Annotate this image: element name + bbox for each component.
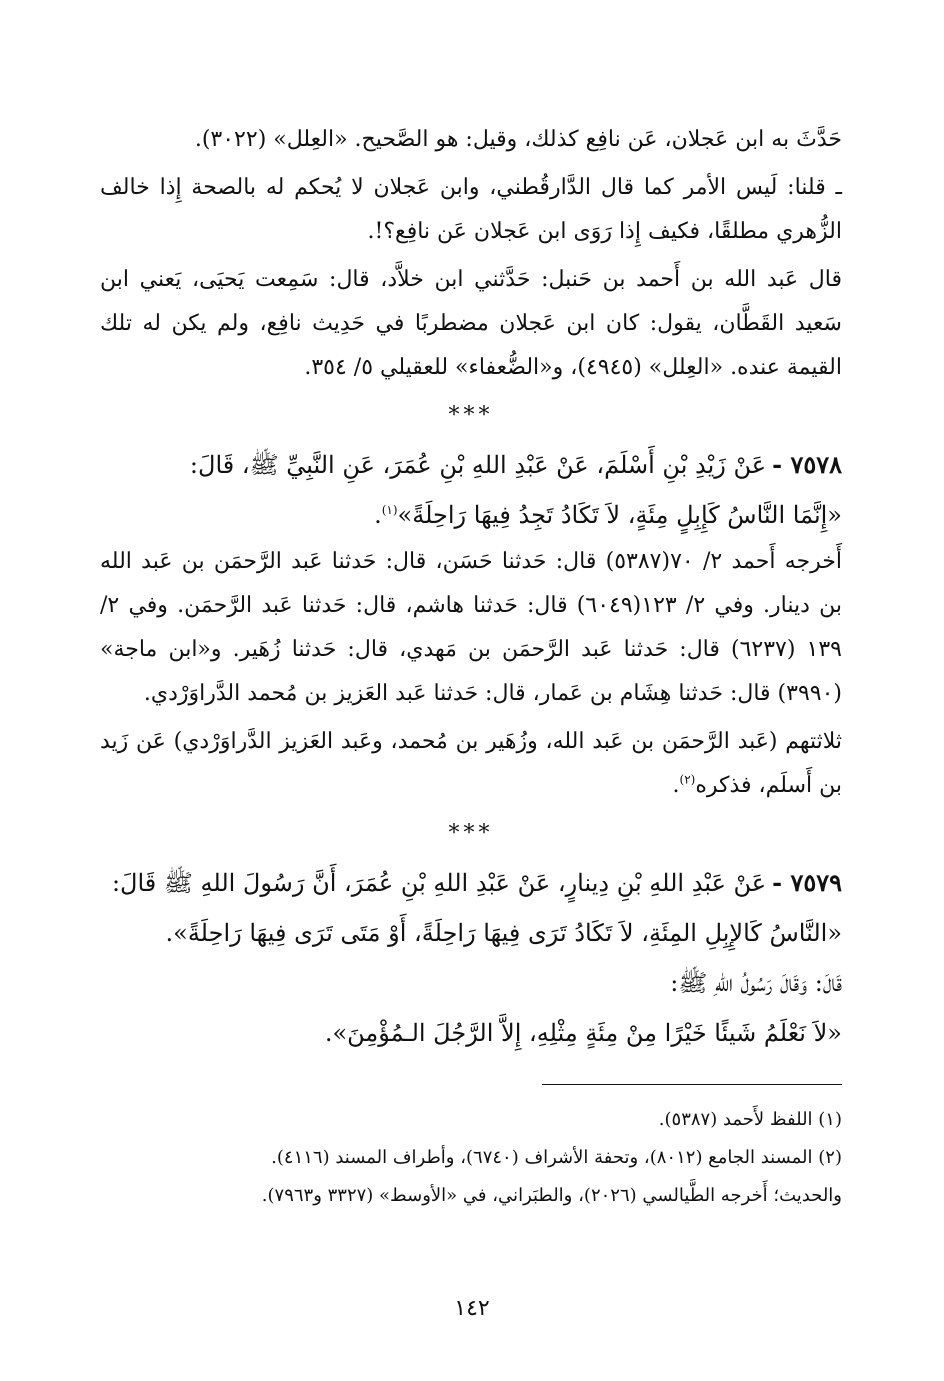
hadith-7579-matn-2: «لاَ نَعْلَمُ شَيئًا خَيْرًا مِنْ مِئَةٍ مِثْلِهِ، إِلاَّ الرَّجُلَ الـمُؤْمِنَ». xyxy=(324,1019,842,1047)
hadith-number: ٧٥٧٨ - xyxy=(772,450,842,479)
hadith-7579-matn-1: «النَّاسُ كَالإِبِلِ المِئَةِ، لاَ تَكَادُ تَرَى فِيهَا رَاحِلَةً، أَوْ مَتَى تَرَى فِيهَا رَاحِلَةً». xyxy=(165,919,842,947)
hadith-number: ٧٥٧٩ - xyxy=(772,868,842,897)
footnote-1: (١) اللفظ لأَحمد (٥٣٨٧). xyxy=(658,1109,842,1130)
section-separator-1: *** xyxy=(448,403,494,428)
footnote-2-continued: والحديث؛ أَخرجه الطَّيالسي (٢٠٢٦)، والطبَراني، في «الأوسط» (٣٣٢٧ و٧٩٦٣). xyxy=(261,1185,842,1206)
takhrij-text: ثلاثتهم (عَبد الرَّحمَن بن عَبد الله، وزُهَير بن مُحمد، وعَبد العَزيز الدَّراوَرْدي) عَن زَيد بن أَسلَم، فذكره xyxy=(100,729,843,798)
hadith-isnad-text: عَنْ زَيْدِ بْنِ أَسْلَمَ، عَنْ عَبْدِ اللهِ بْنِ عُمَرَ، عَنِ النَّبِيِّ ﷺ، قَالَ: xyxy=(189,451,767,479)
hadith-7578-isnad xyxy=(100,440,842,490)
section-separator-2: *** xyxy=(448,821,494,846)
hadith-isnad-text: عَنْ عَبْدِ اللهِ بْنِ دِينارٍ، عَنْ عَبْدِ اللهِ بْنِ عُمَرَ، أَنَّ رَسُولَ اللهِ ﷺ قَالَ: xyxy=(111,869,767,897)
book-page xyxy=(100,118,842,1358)
hadith-7579-said: قَالَ: وَقَالَ رَسُولُ اللهِ ﷺ: xyxy=(670,969,842,997)
footnote-divider xyxy=(542,1084,842,1085)
hadith-matn-text: «إِنَّمَا النَّاسُ كَإِبِلٍ مِئَةٍ، لاَ تَكَادُ تَجِدُ فِيهَا رَاحِلَةً» xyxy=(397,501,842,529)
page-number: ١٤٢ xyxy=(454,1296,490,1321)
takhrij-paragraph-2: ثلاثتهم (عَبد الرَّحمَن بن عَبد الله، وزُهَير بن مُحمد، وعَبد العَزيز الدَّراوَرْدي) عَن زَيد بن أَسلَم، فذكره$^{(٢)}$. xyxy=(100,729,843,798)
commentary-paragraph-3: قال عَبد الله بن أَحمد بن حَنبل: حَدَّثني ابن خلاَّد، قال: سَمِعت يَحيَى، يَعني ابن سَعيد القَطَّان، يقول: كان ابن عَجلان مضطربًا في حَدِيث نافِع، ولم يكن له تلك القيمة عنده. «العِلل» (٤٩٤٥)، و«الضُّعفاء» للعقيلي ٥/ ٣٥٤. xyxy=(100,267,842,380)
commentary-paragraph-2: ـ قلنا: لَيس الأمر كما قال الدَّارقُطني، وابن عَجلان لا يُحكم له بالصحة إِذا خالف الزُّهري مطلقًا، فكيف إِذا رَوَى ابن عَجلان عَن نافِع؟!. xyxy=(100,175,842,244)
takhrij-paragraph-1: أَخرجه أَحمد ٢/ ٧٠(٥٣٨٧) قال: حَدثنا حَسَن، قال: حَدثنا عَبد الرَّحمَن بن عَبد الله بن دينار. وفي ٢/ ١٢٣(٦٠٤٩) قال: حَدثنا هاشم، قال: حَدثنا عَبد الرَّحمَن. وفي ٢/ ١٣٩ (٦٢٣٧) قال: حَدثنا عَبد الرَّحمَن بن مَهدي، قال: حَدثنا زُهَير. و«ابن ماجة» (٣٩٩٠) قال: حَدثنا هِشَام بن عَمار، قال: حَدثنا عَبد العَزيز بن مُحمد الدَّراوَرْدي. xyxy=(100,549,843,706)
footnote-ref: (١) xyxy=(381,503,398,517)
footnote-2: (٢) المسند الجامع (٨٠١٢)، وتحفة الأشراف (٦٧٤٠)، وأطراف المسند (٤١١٦). xyxy=(271,1147,842,1168)
commentary-paragraph-1: حَدَّثَ به ابن عَجلان، عَن نافِع كذلك، وقيل: هو الصَّحيح. «العِلل» (٣٠٢٢). xyxy=(194,127,842,152)
hadith-7579-isnad xyxy=(100,858,842,908)
hadith-7578-matn: «إِنَّمَا النَّاسُ كَإِبِلٍ مِئَةٍ، لاَ تَكَادُ تَجِدُ فِيهَا رَاحِلَةً»$^{(١)}$. xyxy=(374,501,842,529)
footnote-ref: (٢) xyxy=(679,772,696,787)
